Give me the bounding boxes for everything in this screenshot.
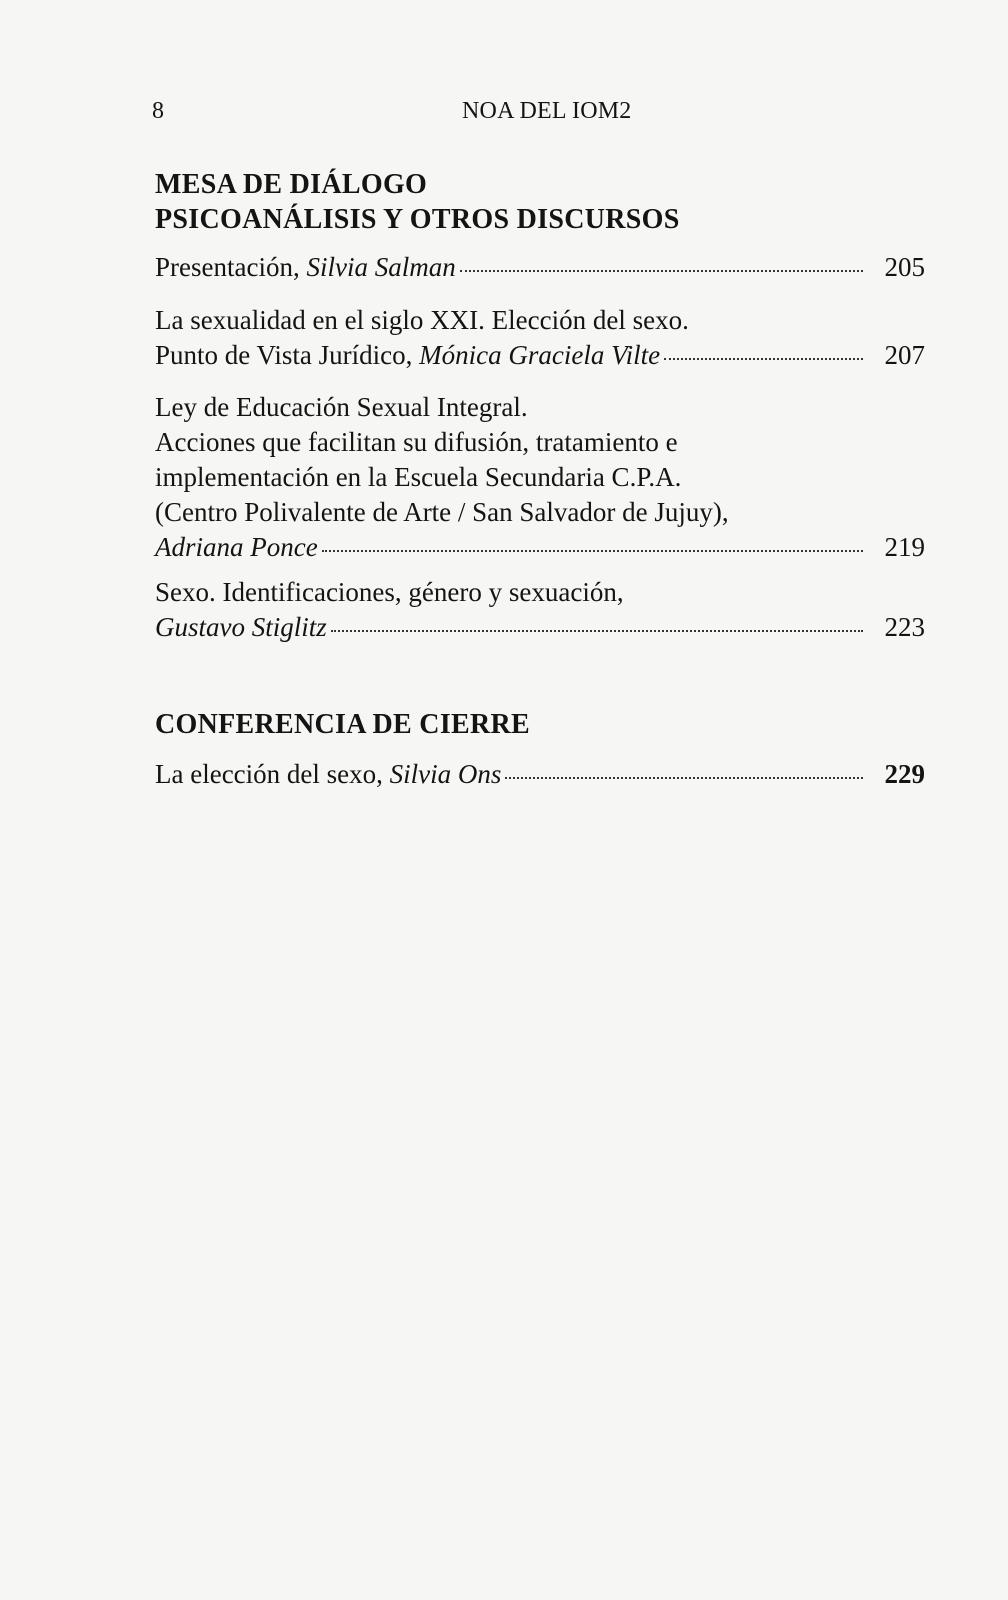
toc-entry-title bbox=[155, 757, 501, 792]
toc-entry-leader-line bbox=[155, 250, 925, 285]
toc-entry-author: Mónica Graciela Vilte bbox=[419, 340, 661, 370]
toc-entry-page: 229 bbox=[884, 759, 925, 789]
toc-entry-title bbox=[155, 338, 660, 373]
toc-entry-ley-educacion-sexual bbox=[155, 390, 925, 565]
toc-entry-sexo-identificaciones bbox=[155, 575, 925, 645]
toc-entry-line: Ley de Educación Sexual Integral. bbox=[155, 392, 528, 422]
toc-entry-text: Punto de Vista Jurídico, bbox=[155, 340, 420, 370]
toc-entry-author: Gustavo Stiglitz bbox=[155, 612, 327, 642]
toc-entry-page: 207 bbox=[884, 340, 925, 370]
running-head: NOA DEL IOM2 bbox=[462, 98, 632, 124]
toc-entry-author: Silvia Ons bbox=[389, 759, 502, 789]
toc-entry-leader-line bbox=[155, 338, 925, 373]
toc-entry-author: Silvia Salman bbox=[306, 252, 456, 282]
toc-entry-line: (Centro Polivalente de Arte / San Salvador de Jujuy), bbox=[155, 497, 729, 527]
toc-entry-line: Sexo. Identificaciones, género y sexuación, bbox=[155, 577, 624, 607]
toc-entry-line: Acciones que facilitan su difusión, tratamiento e bbox=[155, 427, 678, 457]
toc-entry-author: Adriana Ponce bbox=[155, 532, 318, 562]
toc-entry-eleccion-del-sexo bbox=[155, 757, 925, 792]
page-number: 8 bbox=[152, 98, 164, 124]
toc-entry-title bbox=[155, 250, 456, 285]
toc-entry-leader-line bbox=[155, 530, 925, 565]
dot-leader bbox=[322, 548, 863, 552]
section-title-mesa-de-dialogo bbox=[155, 167, 680, 237]
dot-leader bbox=[664, 356, 863, 360]
dot-leader bbox=[331, 628, 863, 632]
toc-entry-page: 219 bbox=[884, 532, 925, 562]
dot-leader bbox=[460, 268, 863, 272]
dot-leader bbox=[505, 775, 863, 779]
toc-entry-leader-line bbox=[155, 610, 925, 645]
toc-entry-line: implementación en la Escuela Secundaria C.P.A. bbox=[155, 462, 682, 492]
toc-entry-line: La sexualidad en el siglo XXI. Elección del sexo. bbox=[155, 305, 689, 335]
section-title-line: PSICOANÁLISIS Y OTROS DISCURSOS bbox=[155, 204, 680, 235]
toc-entry-presentacion bbox=[155, 250, 925, 285]
toc-entry-page: 205 bbox=[884, 252, 925, 282]
section-title-conferencia-de-cierre bbox=[155, 707, 530, 742]
toc-entry-sexualidad-siglo-xxi bbox=[155, 303, 925, 373]
toc-entry-page: 223 bbox=[884, 612, 925, 642]
section-title-line: CONFERENCIA DE CIERRE bbox=[155, 709, 531, 740]
toc-entry-title bbox=[155, 610, 327, 645]
toc-entry-text: Presentación, bbox=[155, 252, 307, 282]
toc-entry-text: La elección del sexo, bbox=[155, 759, 390, 789]
toc-entry-leader-line bbox=[155, 757, 925, 792]
section-title-line: MESA DE DIÁLOGO bbox=[155, 169, 428, 200]
toc-entry-title bbox=[155, 530, 318, 565]
